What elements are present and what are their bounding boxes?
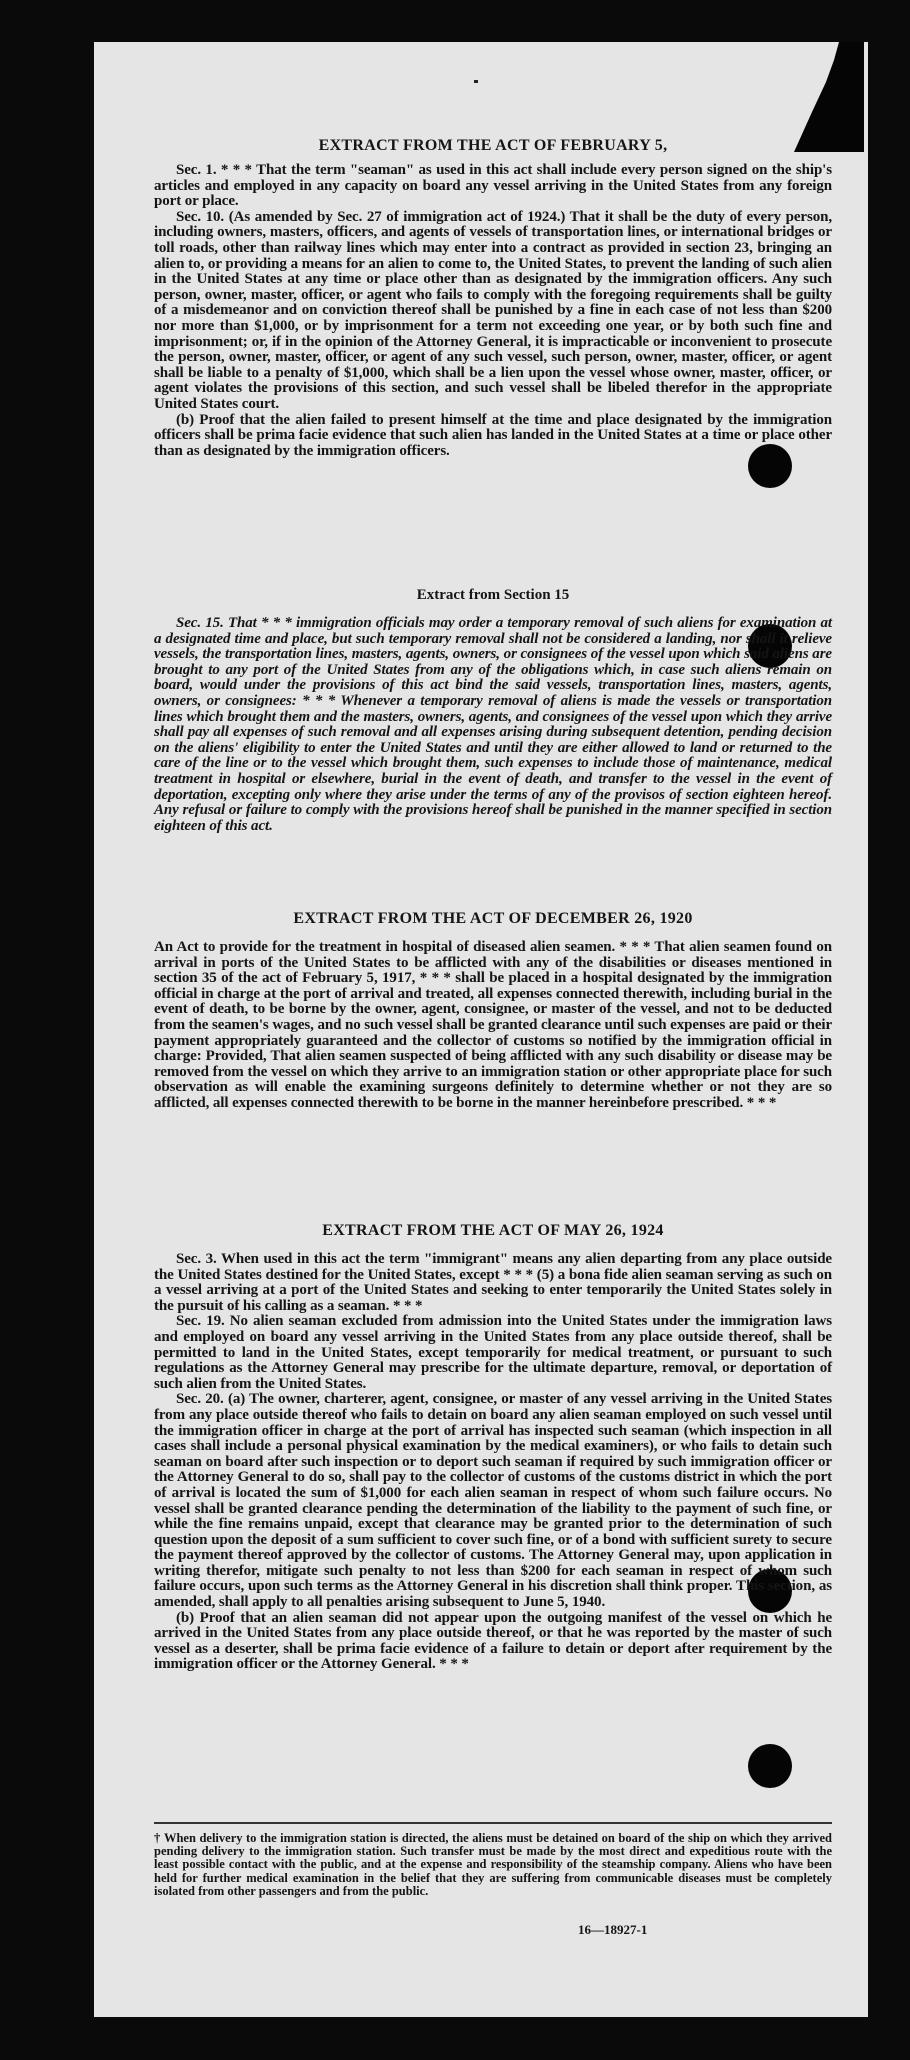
footnote-text: † When delivery to the immigration station is directed, the aliens must be detained on board of the ship on which they arrived pending delivery to the immigration station. Such transfer must be made by the most direct and expeditious route with the least possible contact with the public, and at the expense and responsibility of the steamship company. Aliens who have been held for further medical examination in the belief that they are suffering from communicable diseases must be completely isolated from other passengers and from the public. <box>154 1831 832 1898</box>
paragraph-act-1920: An Act to provide for the treatment in hospital of diseased alien seamen. * * * That alien seamen found on arrival in ports of the United States to be afflicted with any of the disabilities or diseases mentioned in section 35 of the act of February 5, 1917, * * * shall be placed in a hospital designated by the immigration official in charge at the port of arrival and treated, all expenses connected therewith, including burial in the event of death, to be borne by the owner, agent, consignee, or master of the vessel, and not to be deducted from the seamen's wages, and no such vessel shall be granted clearance until such expenses are paid or their payment appropriately guaranteed and the collector of customs so notified by the immigration official in charge: Provided, That alien seamen suspected of being afflicted with any such disability or disease may be removed from the vessel on which they arrive to an immigration station or other appropriate place for such observation as will enable the examining surgeons definitely to determine whether or not they are so afflicted, all expenses connected therewith to be borne in the manner hereinbefore prescribed. * * * <box>154 939 832 1111</box>
paragraph-sec-10-b: (b) Proof that the alien failed to present himself at the time and place designated by the immigration officers shall be prima facie evidence that such alien has landed in the United States at a time or place other than as designated by the immigration officers. <box>154 411 832 459</box>
section-15 <box>154 587 832 834</box>
paragraph-sec-20-b: (b) Proof that an alien seaman did not appear upon the outgoing manifest of the vessel on which he arrived in the United States from any place outside thereof, or that he was reported by the master of such vessel as a deserter, shall be prima facie evidence of a failure to detain or deport after requirement by the immigration officer or the Attorney General. * * * <box>154 1609 832 1673</box>
torn-corner-mark <box>734 42 864 152</box>
heading-section-15: Extract from Section 15 <box>416 587 570 603</box>
section-act-1920 <box>154 910 832 1112</box>
paragraph-sec-20-a: Sec. 20. (a) The owner, charterer, agent, consignee, or master of any vessel arriving in the United States from any place outside thereof who fails to detain on board any alien seaman employed on such vessel until the immigration officer in charge at the port of arrival has inspected such seaman (which inspection in all cases shall include a personal physical examination by the medical examiners), or who fails to detain such seaman on board after such inspection or to deport such seaman if required by such immigration officer or the Attorney General to do so, shall pay to the collector of customs of the customs district in which the port of arrival is located the sum of $1,000 for each alien seaman in respect of whom such failure occurs. No vessel shall be granted clearance pending the determination of the liability to the payment of such fine, or while the fine remains unpaid, except that clearance may be granted prior to the determination of such question upon the deposit of a sum sufficient to cover such fine, or of a bond with sufficient surety to secure the payment thereof approved by the collector of customs. The Attorney General may, upon application in writing therefor, mitigate such penalty to not less than $200 for each seaman in respect of whom such failure occurs, upon such terms as the Attorney General in his discretion shall think proper. This section, as amended, shall apply to all penalties arising subsequent to June 5, 1940. <box>154 1391 832 1611</box>
paragraph-sec-1: Sec. 1. * * * That the term "seaman" as used in this act shall include every person signed on the ship's articles and employed in any capacity on board any vessel arriving in the United States from any foreign port or place. <box>154 162 832 210</box>
specks <box>474 80 478 83</box>
paragraph-sec-15: Sec. 15. That * * * immigration officials may order a temporary removal of such aliens for examination at a designated time and place, but such temporary removal shall not be considered a landing, nor shall it relieve vessels, the transportation lines, masters, agents, owners, or consignees of the vessel upon which said aliens are brought to any port of the United States from any of the obligations which, in case such aliens remain on board, would under the provisions of this act bind the said vessels, transportation lines, masters, agents, owners, or consignees: * * * Whenever a temporary removal of aliens is made the vessels or transportation lines which brought them and the masters, owners, agents, and consignees of the vessel upon which they arrive shall pay all expenses of such removal and all expenses arising during subsequent detention, pending decision on the aliens' eligibility to enter the United States and until they are either allowed to land or returned to the care of the line or to the vessel which brought them, such expenses to include those of maintenance, medical treatment in hospital or elsewhere, burial in the event of death, and transfer to the vessel in the event of deportation, excepting only where they arise under the terms of any of the provisos of section eighteen hereof. Any refusal or failure to comply with the provisions hereof shall be punished in the manner specified in section eighteen of this act. <box>154 615 832 834</box>
heading-act-1917: EXTRACT FROM THE ACT OF FEBRUARY 5, <box>318 137 668 154</box>
paragraph-sec-3: Sec. 3. When used in this act the term "immigrant" means any alien departing from any place outside the United States destined for the United States, except * * * (5) a bona fide alien seaman serving as such on a vessel arriving at a port of the United States and seeking to enter temporarily the United States solely in the pursuit of his calling as a seaman. * * * <box>154 1251 832 1314</box>
heading-act-1924: EXTRACT FROM THE ACT OF MAY 26, 1924 <box>322 1222 664 1239</box>
punch-hole <box>748 1744 792 1788</box>
section-act-1917 <box>154 137 832 459</box>
paragraph-sec-10: Sec. 10. (As amended by Sec. 27 of immigration act of 1924.) That it shall be the duty of every person, including owners, masters, officers, and agents of vessels of transportation lines, or international bridges or toll roads, other than railway lines which may enter into a contract as provided in section 23, bringing an alien to, or providing a means for an alien to come to, the United States, to prevent the landing of such alien in the United States at any time or place other than as designated by the immigration officers. Any such person, owner, master, officer, or agent who fails to comply with the foregoing requirements shall be guilty of a misdemeanor and on conviction thereof shall be punished by a fine in each case of not less than $200 nor more than $1,000, or by imprisonment for a term not exceeding one year, or by both such fine and imprisonment; or, if in the opinion of the Attorney General, it is impracticable or inconvenient to prosecute the person, owner, master, officer, or agent of any such vessel, such person, owner, master, officer, or agent shall be liable to a penalty of $1,000, which shall be a lien upon the vessel whose owner, master, officer, or agent violates the provisions of this section, and such vessel shall be libeled therefor in the appropriate United States court. <box>154 208 832 412</box>
document-page <box>94 42 868 2017</box>
footnote-block <box>154 1822 832 1898</box>
section-act-1924 <box>154 1222 832 1673</box>
paragraph-sec-19: Sec. 19. No alien seaman excluded from admission into the United States under the immigration laws and employed on board any vessel arriving in the United States from any place outside thereof, shall be permitted to land in the United States, except temporarily for medical treatment, or pursuant to such regulations as the Attorney General may prescribe for the ultimate departure, removal, or deportation of such alien from the United States. <box>154 1313 832 1392</box>
heading-act-1920: EXTRACT FROM THE ACT OF DECEMBER 26, 1920 <box>293 910 693 927</box>
form-number: 16—18927-1 <box>578 1922 648 1937</box>
